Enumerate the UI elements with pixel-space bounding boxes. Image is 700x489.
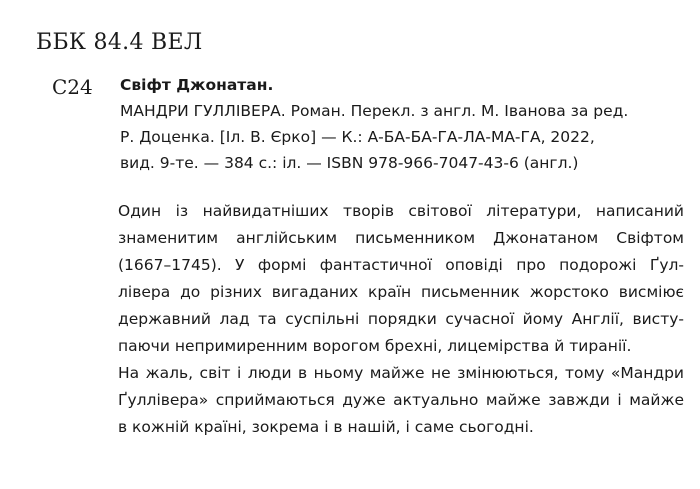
annotation-line: державний лад та суспільні порядки сучасної йому Англії, висту-: [118, 310, 684, 328]
annotation-line: Один із найвидатніших творів світової літератури, написаний: [118, 202, 684, 220]
author-heading: Свіфт Джонатан.: [120, 76, 274, 94]
bbk-index: ББК 84.4 ВЕЛ: [36, 30, 203, 55]
biblio-line: вид. 9-те. — 384 с.: іл. — ISBN 978-966-7047-43-6 (англ.): [120, 154, 579, 172]
annotation-line: в кожній країні, зокрема і в нашій, і саме сьогодні.: [118, 418, 534, 436]
biblio-line: Р. Доценка. [Іл. В. Єрко] — К.: А-БА-БА-ГА-ЛА-МА-ГА, 2022,: [120, 128, 595, 146]
bibliographic-record: [120, 72, 680, 176]
annotation-line: (1667–1745). У формі фантастичної оповіді про подорожі Ґул-: [118, 256, 684, 274]
annotation-line: лівера до різних вигаданих країн письменник жорстоко висміює: [118, 283, 684, 301]
annotation: [118, 198, 684, 441]
annotation-line: Ґуллівера» сприймаються дуже актуально майже завжди і майже: [118, 391, 684, 409]
author-code: С24: [52, 75, 93, 99]
annotation-line: На жаль, світ і люди в ньому майже не змінюються, тому «Мандри: [118, 364, 684, 382]
biblio-line: МАНДРИ ГУЛЛІВЕРА. Роман. Перекл. з англ. М. Іванова за ред.: [120, 102, 629, 120]
annotation-line: знаменитим англійським письменником Джонатаном Свіфтом: [118, 229, 684, 247]
annotation-line: паючи непримиренним ворогом брехні, лицемірства й тиранії.: [118, 337, 632, 355]
